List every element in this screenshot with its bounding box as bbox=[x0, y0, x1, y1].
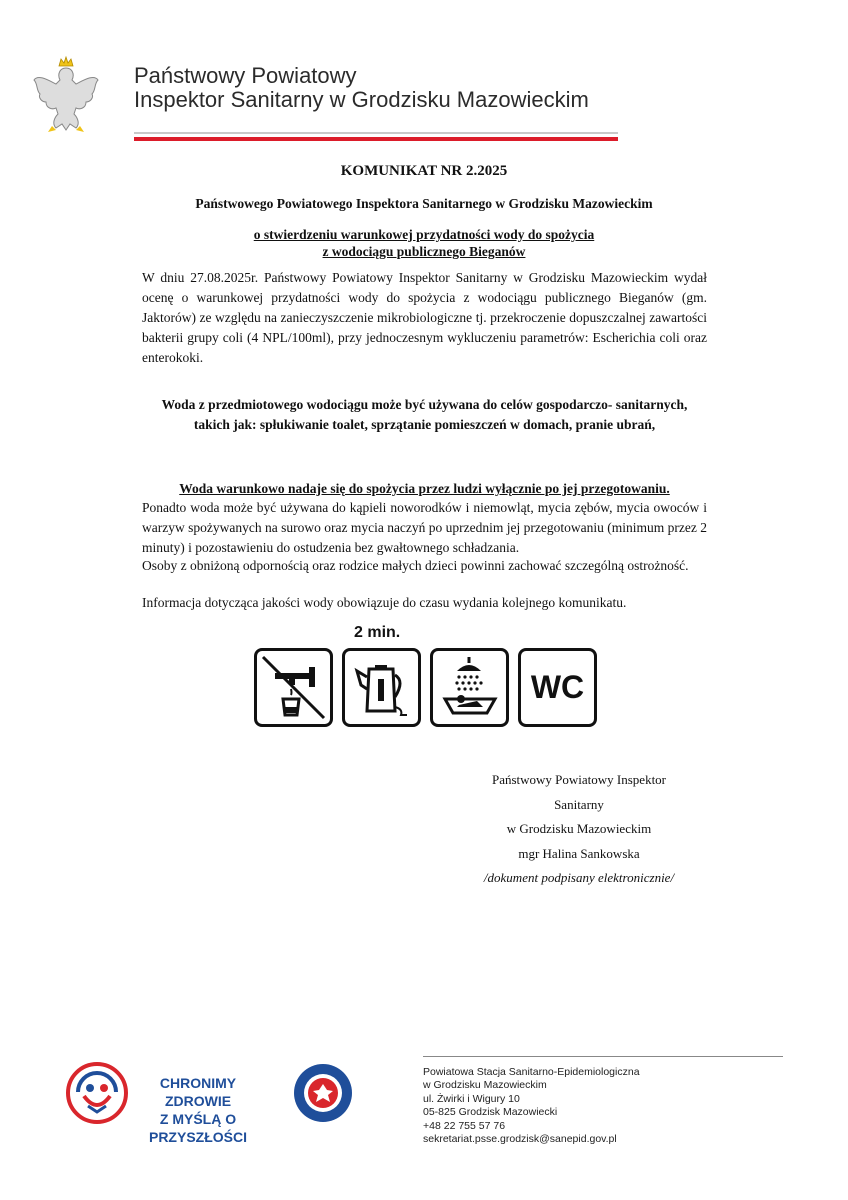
polish-eagle-emblem-icon bbox=[30, 54, 102, 136]
paragraph-additional-uses: Ponadto woda może być używana do kąpieli noworodków i niemowląt, mycia zębów, mycia owoców i warzyw spożywanych na surowo oraz mycia naczyń po uprzednim jej przegotowaniu (minimum przez 2 minuty) i pozostawieniu do ostudzenia bez gwałtownego schładzania. bbox=[142, 500, 707, 555]
usage-statement: Woda z przedmiotowego wodociągu może być używana do celów gospodarczo- sanitarnych, takich jak: spłukiwanie toalet, sprzątanie pomieszczeń w domach, pranie ubrań, bbox=[161, 397, 688, 432]
signature-name: mgr Halina Sankowska bbox=[518, 845, 640, 861]
signature-line1: Państwowy Powiatowy Inspektor bbox=[491, 772, 667, 787]
document-subtitle: Państwowego Powiatowego Inspektora Sanitarnego w Grodzisku Mazowieckim bbox=[195, 196, 653, 211]
document-topic bbox=[0, 226, 848, 260]
header-line1: Państwowy Powiatowy bbox=[134, 63, 357, 88]
paragraph-assessment: W dniu 27.08.2025r. Państwowy Powiatowy Inspektor Sanitarny w Grodzisku Mazowieckim wydał ocenę o warunkowej przydatności wody do spożycia z wodociągu publicznego Bieganów (gm. Jaktorów) ze względu na zanieczyszczenie mikrobiologiczne tj. przekroczenie dopuszczalnej zawartości bakterii grupy coli (4 NPL/100ml), przy jednoczesnym wykluczeniu parametrów: Escherichia coli oraz enterokoki. bbox=[142, 270, 707, 365]
paragraph-caution: Osoby z obniżoną odpornością oraz rodzice małych dzieci powinni zachować szczególną ostrożność. bbox=[142, 558, 689, 573]
wc-pictogram bbox=[518, 648, 597, 727]
topic-line2: z wodociągu publicznego Bieganów bbox=[322, 244, 526, 259]
document-title: KOMUNIKAT NR 2.2025 bbox=[340, 163, 508, 179]
no-tap-drinking-pictogram bbox=[254, 648, 333, 727]
wc-icon: WC bbox=[530, 669, 585, 705]
kettle-pictogram bbox=[342, 648, 421, 727]
chronimy-zdrowie-logo-icon bbox=[66, 1062, 128, 1124]
address-line: Powiatowa Stacja Sanitarno-Epidemiologiczna bbox=[423, 1066, 640, 1078]
paragraph-validity: Informacja dotycząca jakości wody obowiązuje do czasu wydania kolejnego komunikatu. bbox=[142, 595, 627, 610]
signature-line3: w Grodzisku Mazowieckim bbox=[506, 821, 652, 836]
footer-divider bbox=[423, 1056, 783, 1057]
shower-bath-pictogram bbox=[430, 648, 509, 727]
address-email[interactable]: sekretariat.psse.grodzisk@sanepid.gov.pl bbox=[423, 1133, 617, 1146]
signature-note: /dokument podpisany elektronicznie/ bbox=[483, 870, 675, 885]
topic-line1: o stwierdzeniu warunkowej przydatności wody do spożycia bbox=[253, 227, 595, 242]
address-phone: +48 22 755 57 76 bbox=[423, 1119, 506, 1132]
boiling-warning: Woda warunkowo nadaje się do spożycia przez ludzi wyłącznie po jej przegotowaniu. bbox=[179, 481, 670, 496]
header-divider-grey bbox=[134, 132, 618, 134]
address-line: ul. Żwirki i Wigury 10 bbox=[423, 1092, 520, 1105]
signature-block bbox=[470, 768, 688, 891]
slogan-line2: Z MYŚLĄ O PRZYSZŁOŚCI bbox=[148, 1111, 247, 1145]
footer-slogan bbox=[138, 1074, 258, 1146]
footer-address bbox=[423, 1066, 640, 1146]
address-line: 05-825 Grodzisk Mazowiecki bbox=[423, 1106, 558, 1119]
institution-header bbox=[134, 64, 589, 112]
shower-bath-icon bbox=[433, 651, 506, 724]
boil-time-label: 2 min. bbox=[354, 624, 401, 641]
address-line: w Grodzisku Mazowieckim bbox=[423, 1079, 547, 1092]
header-line2: Inspektor Sanitarny w Grodzisku Mazowieckim bbox=[134, 87, 589, 112]
inspekcja-sanitarna-seal-icon bbox=[292, 1062, 354, 1124]
signature-line2: Sanitarny bbox=[554, 796, 604, 812]
no-tap-drinking-icon bbox=[257, 651, 330, 724]
slogan-line1: CHRONIMY ZDROWIE bbox=[159, 1075, 237, 1109]
kettle-icon bbox=[345, 651, 418, 724]
header-divider-red bbox=[134, 137, 618, 141]
